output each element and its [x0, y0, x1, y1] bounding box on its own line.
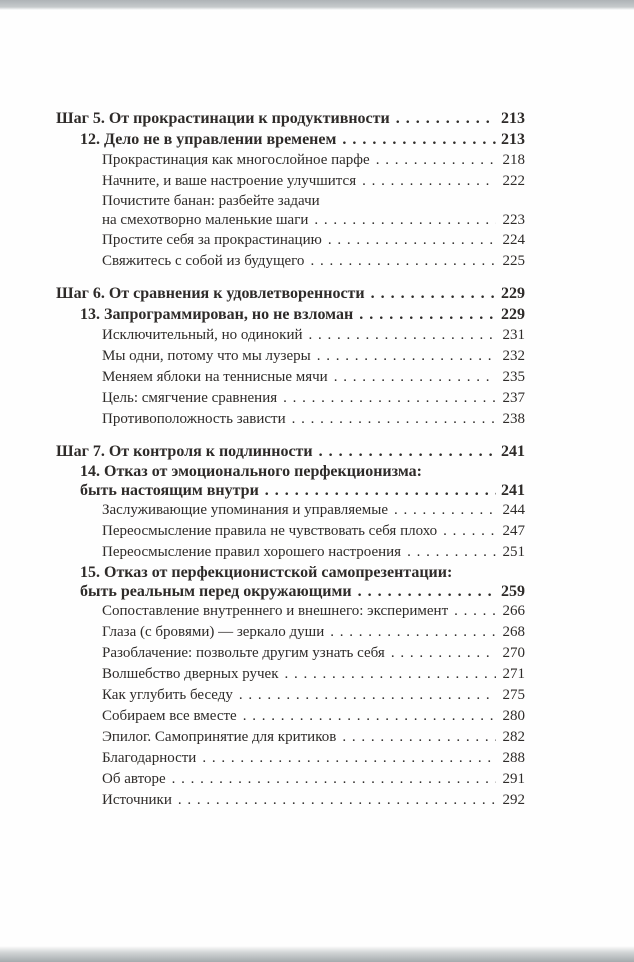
- toc-entry-title: Переосмысление правила не чувствовать себя плохо: [102, 523, 438, 539]
- toc-entry-title: Почистите банан: разбейте задачи: [102, 193, 320, 209]
- toc-entry-title: Об авторе: [102, 771, 166, 787]
- toc-entry: [56, 622, 525, 643]
- toc-entry-page: 259: [501, 583, 525, 600]
- scan-edge-bottom: [0, 946, 634, 962]
- toc-entry-page: 247: [502, 523, 525, 539]
- toc-entry-page: 223: [502, 212, 525, 228]
- dot-leader: [394, 500, 496, 521]
- dot-leader: [334, 367, 496, 388]
- toc-entry-page: 280: [502, 708, 525, 724]
- toc-entry-page: 266: [502, 603, 525, 619]
- dot-leader: [454, 601, 496, 622]
- dot-leader: [342, 727, 496, 748]
- toc-entry-title: Волшебство дверных ручек: [102, 666, 279, 682]
- toc-entry-title: Шаг 5. От прокрастинации к продуктивности: [56, 110, 390, 127]
- dot-leader: [319, 441, 496, 462]
- toc-entry-page: 282: [502, 729, 525, 745]
- toc-entry-page: 270: [502, 645, 525, 661]
- toc-entry-page: 225: [502, 253, 525, 269]
- toc-entry-page: 224: [502, 232, 525, 248]
- toc-entry: [56, 171, 525, 192]
- dot-leader: [376, 150, 496, 171]
- toc-entry-title: 12. Дело не в управлении временем: [80, 131, 337, 148]
- toc-entry-page: 291: [502, 771, 525, 787]
- dot-leader: [309, 325, 496, 346]
- toc-entry-title: Как углубить беседу: [102, 687, 233, 703]
- toc-entry-title: Источники: [102, 792, 172, 808]
- dot-leader: [310, 251, 496, 272]
- toc-entry-title: Прокрастинация как многослойное парфе: [102, 152, 370, 168]
- dot-leader: [362, 171, 496, 192]
- dot-leader: [330, 622, 496, 643]
- toc-entry: [56, 706, 525, 727]
- toc-entry-page: 268: [502, 624, 525, 640]
- toc-entry-title: Глаза (с бровями) — зеркало души: [102, 624, 325, 640]
- toc-entry: [56, 542, 525, 563]
- dot-leader: [371, 283, 496, 304]
- dot-leader: [292, 409, 496, 430]
- toc-entry-title: 15. Отказ от перфекционистской самопрезентации:: [80, 564, 453, 581]
- toc-entry-title: Разоблачение: позвольте другим узнать себя: [102, 645, 385, 661]
- toc-entry: [56, 601, 525, 622]
- toc-entry: [56, 462, 525, 500]
- toc-entry-page: 288: [502, 750, 525, 766]
- toc-entry-page: 238: [502, 411, 525, 427]
- toc-entry-page: 229: [501, 306, 525, 323]
- toc-entry-page: 213: [501, 110, 525, 127]
- dot-leader: [285, 664, 496, 685]
- toc-entry-title-line2: на смехотворно маленькие шаги: [102, 212, 309, 228]
- toc-entry-page: 213: [501, 131, 525, 148]
- toc-entry: [56, 150, 525, 171]
- dot-leader: [396, 108, 496, 129]
- scan-edge-top: [0, 0, 634, 10]
- toc-entry-page: 229: [501, 285, 525, 302]
- toc-entry: [56, 129, 525, 150]
- dot-leader: [317, 346, 496, 367]
- dot-leader: [178, 790, 496, 811]
- toc-entry: [56, 283, 525, 304]
- toc-entry-title: Заслуживающие упоминания и управляемые: [102, 502, 389, 518]
- toc-entry: [56, 230, 525, 251]
- toc-entry: [56, 685, 525, 706]
- toc-entry-title: Исключительный, но одинокий: [102, 327, 303, 343]
- toc-entry: [56, 304, 525, 325]
- dot-leader: [172, 769, 496, 790]
- toc-entry-page: 218: [502, 152, 525, 168]
- toc-entry-title-line2: быть реальным перед окружающими: [80, 583, 352, 600]
- toc-entry: [56, 441, 525, 462]
- toc-entry-title: 13. Запрограммирован, но не взломан: [80, 306, 354, 323]
- toc-entry: [56, 790, 525, 811]
- toc-entry-title: Цель: смягчение сравнения: [102, 390, 278, 406]
- toc-entry-title: Эпилог. Самопринятие для критиков: [102, 729, 337, 745]
- dot-leader: [391, 643, 496, 664]
- toc-entry-page: 271: [502, 666, 525, 682]
- toc-entry-title: Шаг 6. От сравнения к удовлетворенности: [56, 285, 365, 302]
- toc-entry: [56, 643, 525, 664]
- toc-entry: [56, 769, 525, 790]
- toc-entry-page: 237: [502, 390, 525, 406]
- toc-entry-title: Начните, и ваше настроение улучшится: [102, 173, 357, 189]
- toc-entry-page: 275: [502, 687, 525, 703]
- toc-entry: [56, 108, 525, 129]
- toc-entry-page: 251: [502, 544, 525, 560]
- toc-entry-title: Простите себя за прокрастинацию: [102, 232, 322, 248]
- toc-entry: [56, 748, 525, 769]
- toc-entry: [56, 727, 525, 748]
- toc-entry-title: Переосмысление правил хорошего настроения: [102, 544, 402, 560]
- toc-entry-page: 231: [502, 327, 525, 343]
- dot-leader: [265, 481, 496, 500]
- dot-leader: [239, 685, 496, 706]
- toc-entry-page: 292: [502, 792, 525, 808]
- toc-entry: [56, 325, 525, 346]
- toc-entry: [56, 409, 525, 430]
- dot-leader: [328, 230, 496, 251]
- toc-entry-title-line2: быть настоящим внутри: [80, 482, 259, 499]
- toc-entry-title: 14. Отказ от эмоционального перфекционизма:: [80, 463, 422, 480]
- toc-entry: [56, 251, 525, 272]
- toc-entry-title: Благодарности: [102, 750, 197, 766]
- dot-leader: [342, 129, 496, 150]
- dot-leader: [443, 521, 496, 542]
- toc-entry-page: 241: [501, 482, 525, 499]
- dot-leader: [358, 582, 496, 601]
- dot-leader: [314, 211, 496, 230]
- toc-entry-title: Меняем яблоки на теннисные мячи: [102, 369, 328, 385]
- toc-entry: [56, 192, 525, 230]
- toc-entry-page: 244: [502, 502, 525, 518]
- dot-leader: [283, 388, 496, 409]
- dot-leader: [202, 748, 496, 769]
- toc-entry-title: Сопоставление внутреннего и внешнего: эксперимент: [102, 603, 449, 619]
- toc-entry-page: 241: [501, 443, 525, 460]
- toc-entry: [56, 367, 525, 388]
- dot-leader: [243, 706, 496, 727]
- toc-entry-page: 235: [502, 369, 525, 385]
- toc-entry-page: 232: [502, 348, 525, 364]
- toc-entry-page: 222: [502, 173, 525, 189]
- toc-entry-title: Собираем все вместе: [102, 708, 237, 724]
- toc-entry: [56, 346, 525, 367]
- dot-leader: [359, 304, 496, 325]
- toc-entry: [56, 388, 525, 409]
- toc-entry: [56, 563, 525, 601]
- toc-entry: [56, 500, 525, 521]
- toc-entry-title: Шаг 7. От контроля к подлинности: [56, 443, 313, 460]
- toc-entry-title: Мы одни, потому что мы лузеры: [102, 348, 311, 364]
- toc-entry: [56, 664, 525, 685]
- toc-entry-title: Противоположность зависти: [102, 411, 286, 427]
- toc-entry: [56, 521, 525, 542]
- dot-leader: [407, 542, 496, 563]
- toc-entry-title: Свяжитесь с собой из будущего: [102, 253, 305, 269]
